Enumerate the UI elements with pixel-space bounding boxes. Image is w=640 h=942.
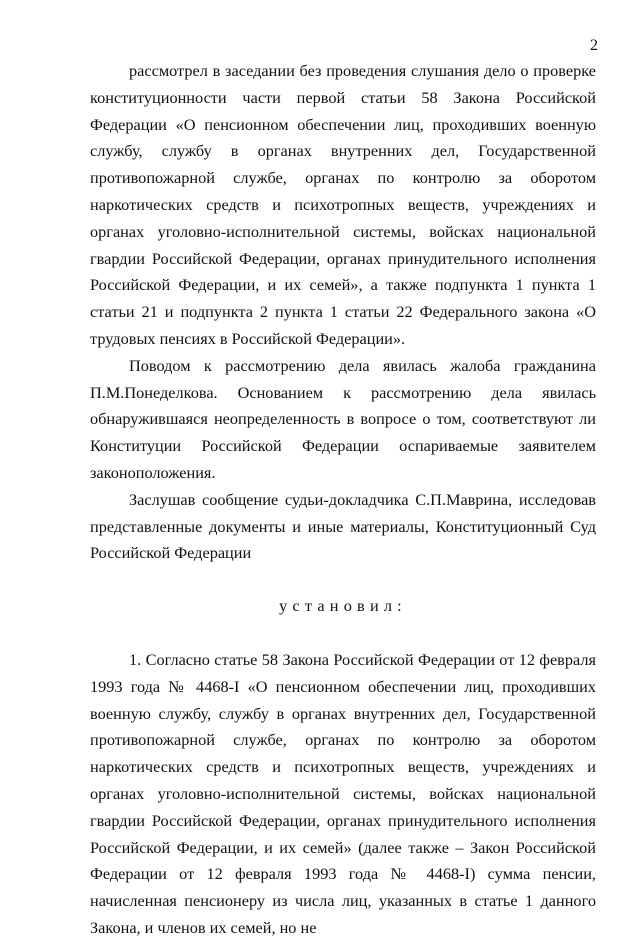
document-body: [90, 58, 596, 942]
paragraph-case-description: рассмотрел в заседании без проведения слушания дело о проверке конституционности части первой статьи 58 Закона Российской Федерации «О пенсионном обеспечении лиц, проходивших военную службу, службу в органах внутренних дел, Государственной противопожарной службе, органах по контролю за оборотом наркотических средств и психотропных веществ, учреждениях и органах уголовно-исполнительной системы, войсках национальной гвардии Российской Федерации, органах принудительного исполнения Российской Федерации, и их семей», а также подпункта 1 пункта 1 статьи 21 и подпункта 2 пункта 1 статьи 22 Федерального закона «О трудовых пенсиях в Российской Федерации».: [90, 61, 596, 348]
paragraph-grounds: Поводом к рассмотрению дела явилась жалоба гражданина П.М.Понеделкова. Основанием к рассмотрению дела явилась обнаружившаяся неопределенность в вопросе о том, соответствуют ли Конституции Российской Федерации оспариваемые заявителем законоположения.: [90, 355, 596, 482]
section-heading: установил:: [279, 596, 407, 616]
paragraph-point-1: 1. Согласно статье 58 Закона Российской Федерации от 12 февраля 1993 года № 4468-I «О пенсионном обеспечении лиц, проходивших военную службу, службу в органах внутренних дел, Государственной противопожарной службе, органах по контролю за оборотом наркотических средств и психотропных веществ, учреждениях и органах уголовно-исполнительной системы, войсках национальной гвардии Российской Федерации, органах принудительного исполнения Российской Федерации, и их семей» (далее также – Закон Российской Федерации от 12 февраля 1993 года № 4468-I) сумма пенсии, начисленная пенсионеру из числа лиц, указанных в статье 1 данного Закона, и членов их семей, но не: [90, 649, 596, 937]
paragraph-hearing: Заслушав сообщение судьи-докладчика С.П.Маврина, исследовав представленные документы и иные материалы, Конституционный Суд Российской Федерации: [90, 489, 596, 563]
page-number: 2: [590, 37, 598, 54]
